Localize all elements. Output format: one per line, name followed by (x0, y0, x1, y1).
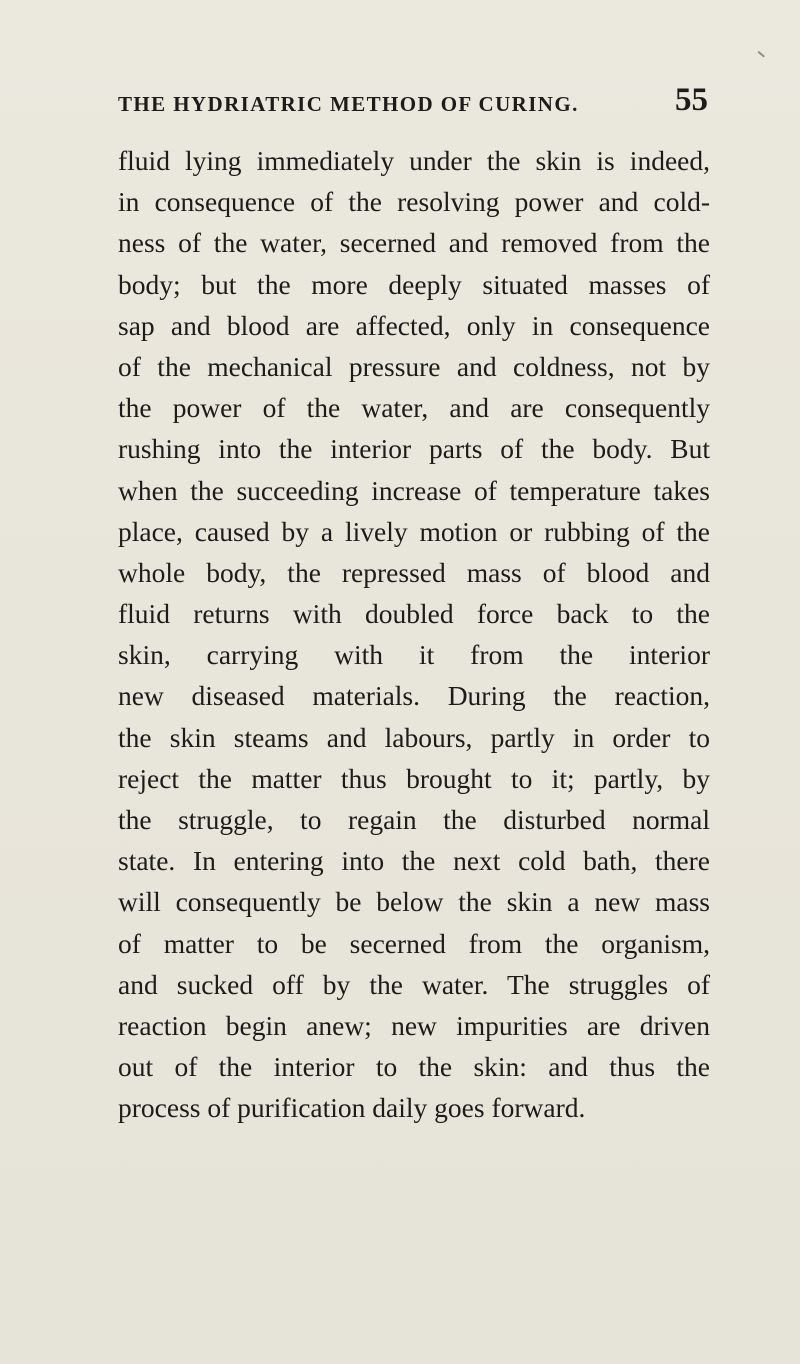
text-line: skin, carrying with it from the interior (118, 639, 710, 671)
text-line: the struggle, to regain the disturbed normal (118, 804, 710, 835)
text-line: body; but the more deeply situated masses of (118, 268, 710, 300)
text-line: when the succeeding increase of temperature takes (118, 474, 710, 506)
text-line: the power of the water, and are consequently (118, 392, 710, 424)
text-line: reaction begin anew; new impurities are driven (118, 1009, 710, 1041)
body-text (118, 140, 710, 1129)
text-line: place, caused by a lively motion or rubbing of the (118, 515, 710, 547)
text-line: in consequence of the resolving power and cold- (118, 186, 710, 218)
text-line: ness of the water, secerned and removed from the (118, 227, 710, 259)
text-line: will consequently be below the skin a new mass (118, 886, 710, 918)
running-title: THE HYDRIATRIC METHOD OF CURING. (118, 92, 579, 116)
text-line: state. In entering into the next cold bath, there (118, 845, 710, 877)
text-line: of the mechanical pressure and coldness, not by (118, 350, 710, 382)
running-head (118, 82, 708, 122)
text-line: whole body, the repressed mass of blood and (118, 556, 710, 588)
text-line: fluid returns with doubled force back to the (118, 598, 710, 630)
text-line: new diseased materials. During the reaction, (118, 680, 710, 712)
text-line: out of the interior to the skin: and thus the (118, 1051, 710, 1083)
text-line: sap and blood are affected, only in consequence (118, 309, 710, 341)
text-line: rushing into the interior parts of the body. But (118, 433, 710, 465)
text-line: and sucked off by the water. The struggles of (118, 968, 710, 1000)
text-line: fluid lying immediately under the skin is indeed, (118, 145, 710, 176)
margin-mark (751, 51, 765, 65)
text-line: reject the matter thus brought to it; partly, by (118, 762, 710, 794)
text-line: process of purification daily goes forward. (118, 1092, 586, 1124)
text-line: the skin steams and labours, partly in order to (118, 721, 710, 753)
text-line: of matter to be secerned from the organism, (118, 927, 710, 959)
page-number: 55 (675, 82, 708, 118)
